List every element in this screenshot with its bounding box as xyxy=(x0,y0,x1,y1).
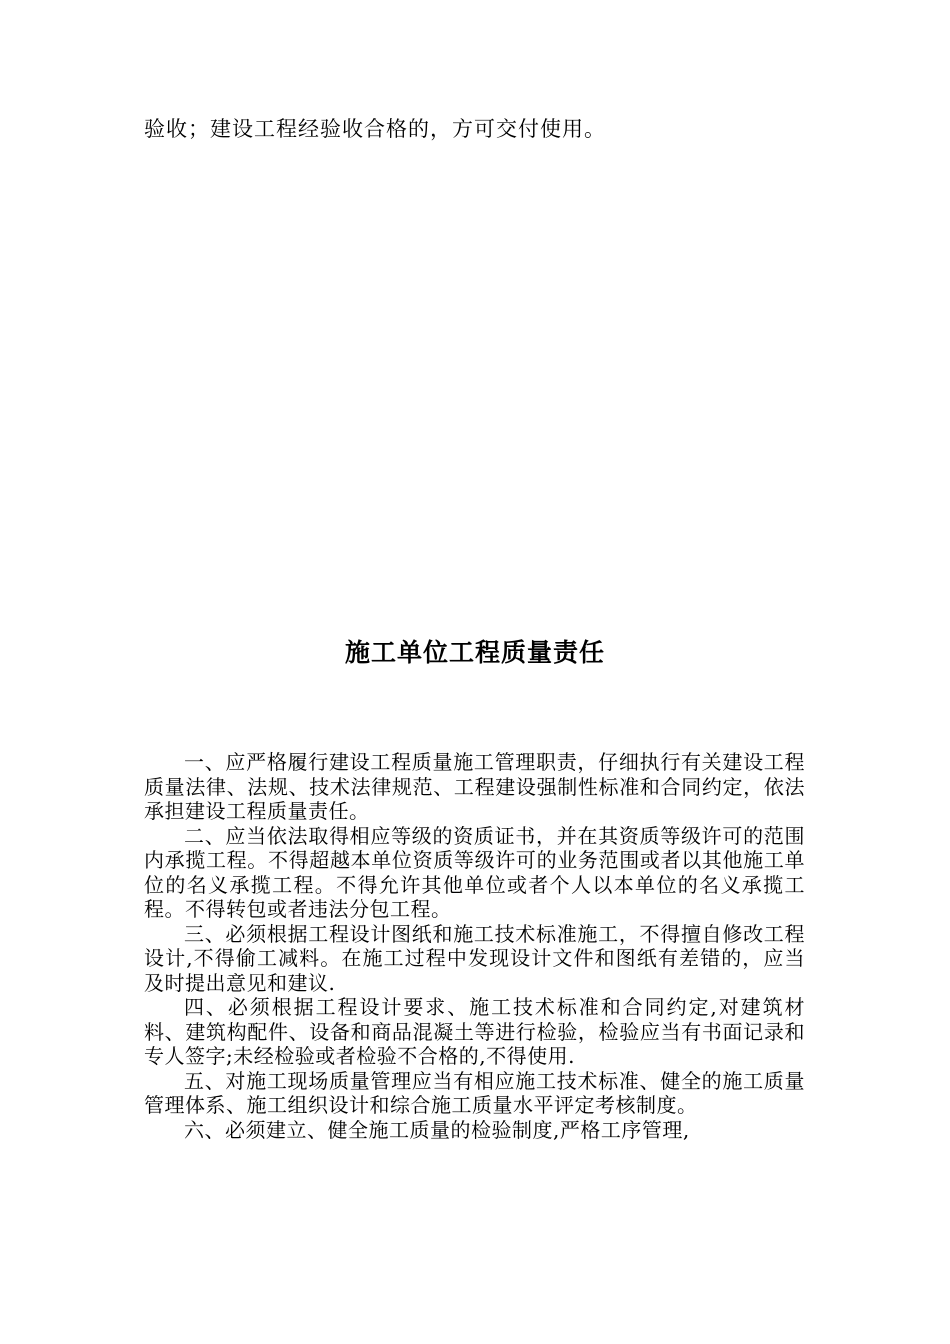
paragraph-3: 三、必须根据工程设计图纸和施工技术标准施工，不得擅自修改工程设计,不得偷工减料。在施工过程中发现设计文件和图纸有差错的，应当及时提出意见和建议. xyxy=(144,921,805,995)
paragraph-2: 二、应当依法取得相应等级的资质证书，并在其资质等级许可的范围内承揽工程。不得超越本单位资质等级许可的业务范围或者以其他施工单位的名义承揽工程。不得允许其他单位或者个人以本单位的名义承揽工程。不得转包或者违法分包工程。 xyxy=(144,823,805,921)
document-body xyxy=(144,750,805,1142)
paragraph-6: 六、必须建立、健全施工质量的检验制度,严格工序管理, xyxy=(184,1117,690,1142)
paragraph-4: 四、必须根据工程设计要求、施工技术标准和合同约定,对建筑材料、建筑构配件、设备和商品混凝土等进行检验，检验应当有书面记录和专人签字;未经检验或者检验不合格的,不得使用. xyxy=(144,995,805,1068)
paragraph-5: 五、对施工现场质量管理应当有相应施工技术标准、健全的施工质量管理体系、施工组织设计和综合施工质量水平评定考核制度。 xyxy=(144,1068,805,1117)
paragraph-1: 一、应严格履行建设工程质量施工管理职责，仔细执行有关建设工程质量法律、法规、技术法律规范、工程建设强制性标准和合同约定，依法承担建设工程质量责任。 xyxy=(144,750,805,823)
document-title: 施工单位工程质量责任 xyxy=(344,638,605,667)
continuation-text: 验收；建设工程经验收合格的，方可交付使用。 xyxy=(144,117,606,141)
